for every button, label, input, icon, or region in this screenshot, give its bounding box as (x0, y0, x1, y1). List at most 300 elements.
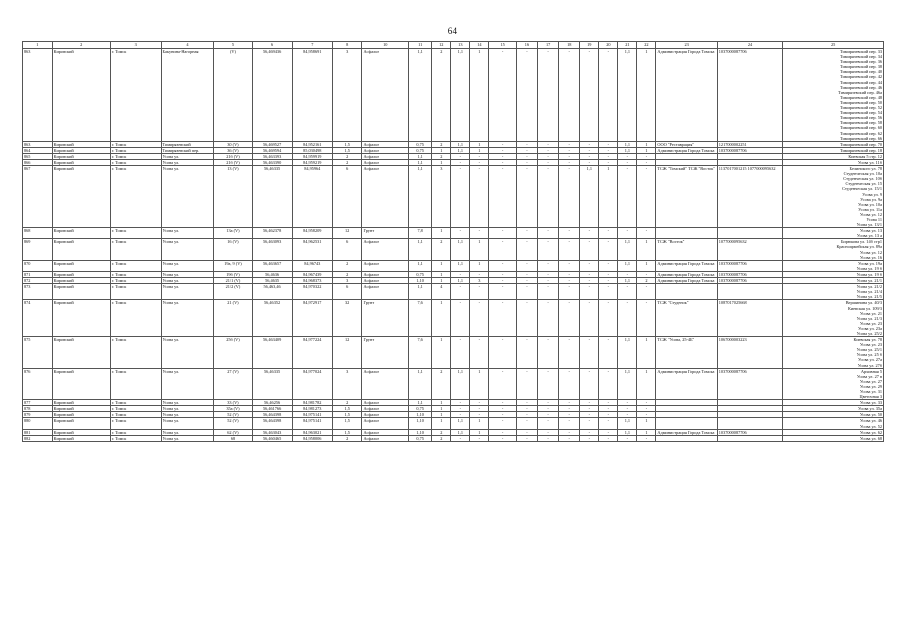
cell-city: г. Томск (110, 141, 161, 147)
cell-c22: - (637, 412, 656, 418)
cell-lat: 56,464398 (252, 418, 292, 429)
table-row (23, 166, 884, 228)
address-line: Усова ул. 10а (858, 201, 882, 207)
cell-c15: - (489, 159, 517, 165)
cell-c19: - (580, 141, 599, 147)
cell-c13: - (451, 153, 470, 159)
cell-c18: - (559, 271, 580, 277)
cell-lon: 84,95964 (292, 166, 332, 228)
cell-lat: 56,463043 (252, 429, 292, 435)
cell-house: 13 (V) (214, 166, 252, 228)
cell-c16: - (516, 141, 537, 147)
cell-c21: 1,1 (618, 337, 637, 369)
cell-c14: - (470, 159, 489, 165)
cell-city: г. Томск (110, 418, 161, 429)
cell-surface: Асфальт (362, 412, 409, 418)
cell-c20: - (599, 278, 618, 284)
cell-c16: - (516, 418, 537, 429)
cell-c22: - (637, 228, 656, 239)
cell-house: 21 (V) (214, 300, 252, 337)
address-line: Студенческая ул. 10а (843, 171, 882, 177)
cell-c15: - (489, 147, 517, 153)
cell-lon: 84,959219 (292, 159, 332, 165)
address-line: Студенческая ул. 15/1 (842, 186, 882, 192)
cell-addresses (783, 300, 884, 337)
cell-addresses (783, 260, 884, 271)
cell-w: 0,75 (409, 141, 432, 147)
cell-w: 1,1 (409, 400, 432, 406)
cell-lat: 56,46335 (252, 368, 292, 400)
cell-c14: 1 (470, 418, 489, 429)
cell-c20: - (599, 400, 618, 406)
address-line: Тимирязевский пер. 44 (839, 79, 882, 85)
cell-c19: - (580, 49, 599, 142)
cell-num: 866 (23, 159, 53, 165)
address-line: Усова ул. 13/1 (856, 222, 882, 228)
address-line: Усова 11 (866, 217, 882, 222)
cell-len: 2 (332, 159, 362, 165)
cell-num: 875 (23, 337, 53, 369)
cell-c12: 1 (432, 159, 451, 165)
cell-w: 7,6 (409, 337, 432, 369)
cell-c14: - (470, 153, 489, 159)
cell-len: 3 (332, 368, 362, 400)
cell-c12: 4 (432, 284, 451, 300)
address-line: Тимирязевский пер. 34 (839, 54, 882, 60)
cell-lon: 84,958209 (292, 228, 332, 239)
cell-c14: 1 (470, 260, 489, 271)
cell-c13: 1,1 (451, 418, 470, 429)
cell-c14: 1 (470, 141, 489, 147)
cell-house: 36 (V) (214, 147, 252, 153)
cell-surface: Асфальт (362, 400, 409, 406)
cell-num: 869 (23, 239, 53, 260)
cell-c13: 1,1 (451, 239, 470, 260)
cell-w: 1,1 (409, 166, 432, 228)
column-header: 8 (332, 42, 362, 49)
cell-c12: 2 (432, 368, 451, 400)
cell-c18: - (559, 159, 580, 165)
cell-lon: 84,981782 (292, 400, 332, 406)
cell-w: 7,8 (409, 228, 432, 239)
cell-c16: - (516, 153, 537, 159)
cell-c19: - (580, 368, 599, 400)
column-header: 5 (214, 42, 252, 49)
cell-c20: - (599, 300, 618, 337)
address-line: Усова ул. 33 (859, 400, 882, 406)
cell-district: Кировский (52, 159, 110, 165)
cell-len: 1,5 (332, 418, 362, 429)
cell-c19: - (580, 260, 599, 271)
cell-c15: - (489, 153, 517, 159)
address-line: Усова ул. 12 (859, 211, 882, 217)
address-line: Усова ул. 25/1 (856, 347, 882, 353)
cell-len: 2 (332, 435, 362, 441)
cell-district: Кировский (52, 284, 110, 300)
cell-street: Усова ул. (161, 278, 214, 284)
cell-c19: - (580, 435, 599, 441)
cell-c21: - (618, 166, 637, 228)
cell-surface: Асфальт (362, 153, 409, 159)
cell-street: Усова ул. (161, 159, 214, 165)
cell-c12: 3 (432, 166, 451, 228)
cell-c21: 1,1 (618, 260, 637, 271)
cell-c19: - (580, 337, 599, 369)
cell-w: 1,1 (409, 260, 432, 271)
column-header: 17 (538, 42, 559, 49)
cell-ogrn: 1037000087706 (717, 271, 783, 277)
address-line: Усова ул. 50 (859, 412, 882, 418)
cell-city: г. Томск (110, 435, 161, 441)
cell-c15: - (489, 418, 517, 429)
cell-c16: - (516, 406, 537, 412)
cell-c12: 1 (432, 418, 451, 429)
address-line: Усова ул. 9 (862, 191, 882, 197)
cell-c22: - (637, 406, 656, 412)
cell-c17: - (538, 260, 559, 271)
cell-c12: 2 (432, 49, 451, 142)
cell-c21: 1,1 (618, 49, 637, 142)
cell-house: 13а (V) (214, 228, 252, 239)
cell-district: Кировский (52, 153, 110, 159)
cell-street: Усова ул. (161, 400, 214, 406)
cell-lat: 56,463390 (252, 159, 292, 165)
cell-c14: 1 (470, 147, 489, 153)
cell-c13: 1,1 (451, 49, 470, 142)
address-line: Усова ул. 46 (859, 418, 882, 424)
cell-len: 1,5 (332, 147, 362, 153)
cell-lon: 84,977024 (292, 368, 332, 400)
cell-c17: - (538, 418, 559, 429)
cell-c21: - (618, 271, 637, 277)
cell-c20: - (599, 153, 618, 159)
cell-c13: - (451, 337, 470, 369)
cell-c13: - (451, 400, 470, 406)
cell-w: 1,10 (409, 412, 432, 418)
cell-street: Усова ул. (161, 406, 214, 412)
column-header: 3 (110, 42, 161, 49)
cell-c17: - (538, 406, 559, 412)
cell-w: 0,75 (409, 271, 432, 277)
cell-house: 62 (V) (214, 429, 252, 435)
cell-c13: - (451, 284, 470, 300)
cell-addresses (783, 228, 884, 239)
table-row (23, 228, 884, 239)
cell-c19: - (580, 400, 599, 406)
cell-city: г. Томск (110, 300, 161, 337)
cell-c12: 1 (432, 337, 451, 369)
cell-lat: 56,469594 (252, 147, 292, 153)
cell-c20: - (599, 412, 618, 418)
cell-lon: 84,975141 (292, 412, 332, 418)
cell-c19: - (580, 159, 599, 165)
cell-c17: - (538, 239, 559, 260)
cell-surface: Асфальт (362, 49, 409, 142)
cell-c13: 1,1 (451, 278, 470, 284)
cell-street: Тимирязевский (161, 141, 214, 147)
cell-city: г. Томск (110, 337, 161, 369)
cell-len: 6 (332, 284, 362, 300)
cell-c15: - (489, 429, 517, 435)
cell-w: 1,10 (409, 278, 432, 284)
cell-lon: 84,959919 (292, 153, 332, 159)
cell-c20: - (599, 141, 618, 147)
table-row (23, 260, 884, 271)
cell-c14: 1 (470, 368, 489, 400)
cell-street: Усова ул. (161, 166, 214, 228)
cell-lon: 84,963021 (292, 429, 332, 435)
cell-c13: 1,1 (451, 141, 470, 147)
cell-c21: 1,1 (618, 418, 637, 429)
cell-street: Усова ул. (161, 260, 214, 271)
address-line: Усова ул. 13 (859, 228, 882, 234)
address-line: Тимирязевский пер. 46а (838, 89, 882, 95)
cell-num: 864 (23, 147, 53, 153)
cell-c17: - (538, 141, 559, 147)
cell-city: г. Томск (110, 368, 161, 400)
cell-lon: 84,952161 (292, 141, 332, 147)
cell-c20: - (599, 260, 618, 271)
cell-c15: - (489, 239, 517, 260)
cell-c13: 1,1 (451, 368, 470, 400)
cell-c14: - (470, 412, 489, 418)
cell-c13: - (451, 159, 470, 165)
cell-c21: 1,1 (618, 147, 637, 153)
cell-surface: Асфальт (362, 429, 409, 435)
cell-c17: - (538, 368, 559, 400)
cell-house: 21/1 (V) (214, 278, 252, 284)
cell-c21: 1,1 (618, 278, 637, 284)
address-line: Архивная 5 (860, 368, 882, 374)
cell-surface: Асфальт (362, 147, 409, 153)
cell-ogrn (717, 284, 783, 300)
address-line: Усова ул. 23 (859, 320, 882, 326)
cell-c22: - (637, 271, 656, 277)
cell-district: Кировский (52, 368, 110, 400)
cell-c17: - (538, 278, 559, 284)
cell-num: 877 (23, 400, 53, 406)
cell-c16: - (516, 159, 537, 165)
cell-c17: - (538, 159, 559, 165)
cell-district: Кировский (52, 49, 110, 142)
table-row (23, 418, 884, 429)
cell-house: 52 (V) (214, 412, 252, 418)
address-line: Усова ул. 35а (858, 406, 882, 412)
cell-addresses (783, 284, 884, 300)
address-line: Красноармейская ул. 89а (836, 244, 882, 250)
address-line: Усова ул. 31 (859, 389, 882, 394)
cell-lat: 56,463409 (252, 337, 292, 369)
cell-ogrn (717, 435, 783, 441)
cell-org: Администрация Города Томска (656, 368, 717, 400)
cell-w: 7,6 (409, 300, 432, 337)
column-header: 7 (292, 42, 332, 49)
cell-c18: - (559, 418, 580, 429)
cell-city: г. Томск (110, 400, 161, 406)
cell-lat: 56,469436 (252, 49, 292, 142)
address-line: Усова ул. 21/4 (856, 289, 882, 295)
cell-addresses (783, 368, 884, 400)
cell-len: 3 (332, 278, 362, 284)
cell-c15: - (489, 406, 517, 412)
cell-c21: - (618, 406, 637, 412)
cell-c20: - (599, 337, 618, 369)
cell-c16: - (516, 400, 537, 406)
cell-num: 882 (23, 435, 53, 441)
address-line: Белинского ул. 78 (849, 166, 882, 172)
cell-c15: - (489, 278, 517, 284)
cell-c17: - (538, 153, 559, 159)
cell-lat: 56,469527 (252, 141, 292, 147)
cell-org: ТСЖ "Томский" ТСЖ "Восток" (656, 166, 717, 228)
cell-ogrn: 1037000087706 (717, 260, 783, 271)
cell-district: Кировский (52, 435, 110, 441)
cell-c14: - (470, 300, 489, 337)
cell-city: г. Томск (110, 153, 161, 159)
cell-c17: - (538, 429, 559, 435)
cell-len: 2 (332, 400, 362, 406)
cell-c14: - (470, 271, 489, 277)
cell-surface: Асфальт (362, 166, 409, 228)
cell-len: 1,5 (332, 429, 362, 435)
cell-c17: - (538, 228, 559, 239)
cell-lat: 56,460465 (252, 435, 292, 441)
address-line: Усова ул. 19 б (856, 271, 882, 277)
cell-len: 2 (332, 271, 362, 277)
cell-num: 873 (23, 284, 53, 300)
cell-c17: - (538, 166, 559, 228)
cell-c12: 2 (432, 153, 451, 159)
cell-c13: - (451, 166, 470, 228)
cell-c19: - (580, 406, 599, 412)
column-header: 21 (618, 42, 637, 49)
address-line: Тимирязевский пер. 54 (839, 110, 882, 116)
address-line: Усова ул. 19а (858, 260, 882, 266)
cell-surface: Грунт (362, 300, 409, 337)
cell-w: 1,10 (409, 429, 432, 435)
cell-len: 2 (332, 260, 362, 271)
address-line: Усова ул. 12 (859, 249, 882, 255)
cell-house: 21/2 (V) (214, 284, 252, 300)
cell-lon: 84,977224 (292, 337, 332, 369)
address-line: Усова ул. 11а (858, 206, 882, 212)
cell-street: Усова ул. (161, 300, 214, 337)
cell-org: ТСЖ "Усова, 25-4Б" (656, 337, 717, 369)
cell-c14: - (470, 406, 489, 412)
address-line: Тимирязевский пер. 36 (839, 59, 882, 65)
cell-c19: - (580, 278, 599, 284)
cell-city: г. Томск (110, 239, 161, 260)
cell-org (656, 435, 717, 441)
cell-c13: - (451, 300, 470, 337)
cell-c12: 2 (432, 435, 451, 441)
cell-c19: - (580, 429, 599, 435)
cell-c22: - (637, 159, 656, 165)
cell-city: г. Томск (110, 271, 161, 277)
table-body (23, 49, 884, 442)
cell-lat: 56,461766 (252, 406, 292, 412)
address-line: Тимирязевский пер. 38 (839, 64, 882, 70)
cell-street: Усова ул. (161, 284, 214, 300)
cell-street: Усова ул. (161, 435, 214, 441)
cell-lat: 56,463,46 (252, 284, 292, 300)
cell-c18: - (559, 49, 580, 142)
cell-c14: - (470, 435, 489, 441)
address-line: Студенческая ул. 15 (845, 181, 882, 187)
address-line: Усова ул. 19 б (856, 265, 882, 271)
address-line: Киевская 5 стр. 12 (848, 153, 882, 159)
cell-c21: - (618, 400, 637, 406)
address-line: Усова ул. 52 (859, 423, 882, 429)
cell-c13: - (451, 271, 470, 277)
cell-w: 1,1 (409, 49, 432, 142)
cell-c15: - (489, 412, 517, 418)
cell-c17: - (538, 435, 559, 441)
address-line: Тимирязевский пер. 40 (839, 69, 882, 75)
cell-num: 865 (23, 153, 53, 159)
address-line: Усова ул. 21/2 (856, 284, 882, 290)
cell-lon: 84,958006 (292, 435, 332, 441)
cell-c17: - (538, 337, 559, 369)
address-line: Тимирязевский пер. 42 (839, 74, 882, 80)
cell-c17: - (538, 147, 559, 153)
address-line: Тимирязевский пер. 18 (839, 147, 882, 153)
cell-lon: 84,958691 (292, 49, 332, 142)
cell-c13: - (451, 412, 470, 418)
cell-street: Бакунина-Нагорная (161, 49, 214, 142)
cell-c21: - (618, 284, 637, 300)
cell-lat: 56,46335 (252, 166, 292, 228)
cell-c17: - (538, 49, 559, 142)
cell-org (656, 418, 717, 429)
cell-org: Администрация Города Томска (656, 49, 717, 142)
cell-surface: Асфальт (362, 239, 409, 260)
cell-city: г. Томск (110, 278, 161, 284)
cell-c19: - (580, 300, 599, 337)
cell-org: ТСЖ "Восток" (656, 239, 717, 260)
cell-c12: 1 (432, 271, 451, 277)
address-line: Усова ул. 11б (857, 159, 882, 165)
cell-num: 870 (23, 260, 53, 271)
cell-c22: 1 (637, 239, 656, 260)
cell-w: 1,1 (409, 368, 432, 400)
table-row (23, 284, 884, 300)
cell-c12: 1 (432, 400, 451, 406)
cell-lon: 84,968373 (292, 278, 332, 284)
cell-c15: - (489, 228, 517, 239)
cell-c22: 1 (637, 337, 656, 369)
cell-c12: 1 (432, 228, 451, 239)
cell-ogrn: 1077000095632 (717, 239, 783, 260)
cell-street: Усова ул. (161, 368, 214, 400)
cell-ogrn: 1037000087706 (717, 278, 783, 284)
address-line: Киевская ул. 78 (853, 337, 882, 343)
cell-c21: 1,1 (618, 429, 637, 435)
cell-org (656, 284, 717, 300)
cell-addresses (783, 166, 884, 228)
address-line: Усова ул. 27а (858, 357, 882, 363)
table-row (23, 435, 884, 441)
cell-district: Кировский (52, 166, 110, 228)
address-line: Усова ул. 25 б (856, 352, 882, 358)
cell-c21: - (618, 159, 637, 165)
address-line: Усова ул. 68 (859, 435, 882, 441)
cell-c20: - (599, 228, 618, 239)
cell-district: Кировский (52, 278, 110, 284)
cell-len: 32 (332, 300, 362, 337)
cell-surface: Асфальт (362, 271, 409, 277)
cell-c19: - (580, 271, 599, 277)
